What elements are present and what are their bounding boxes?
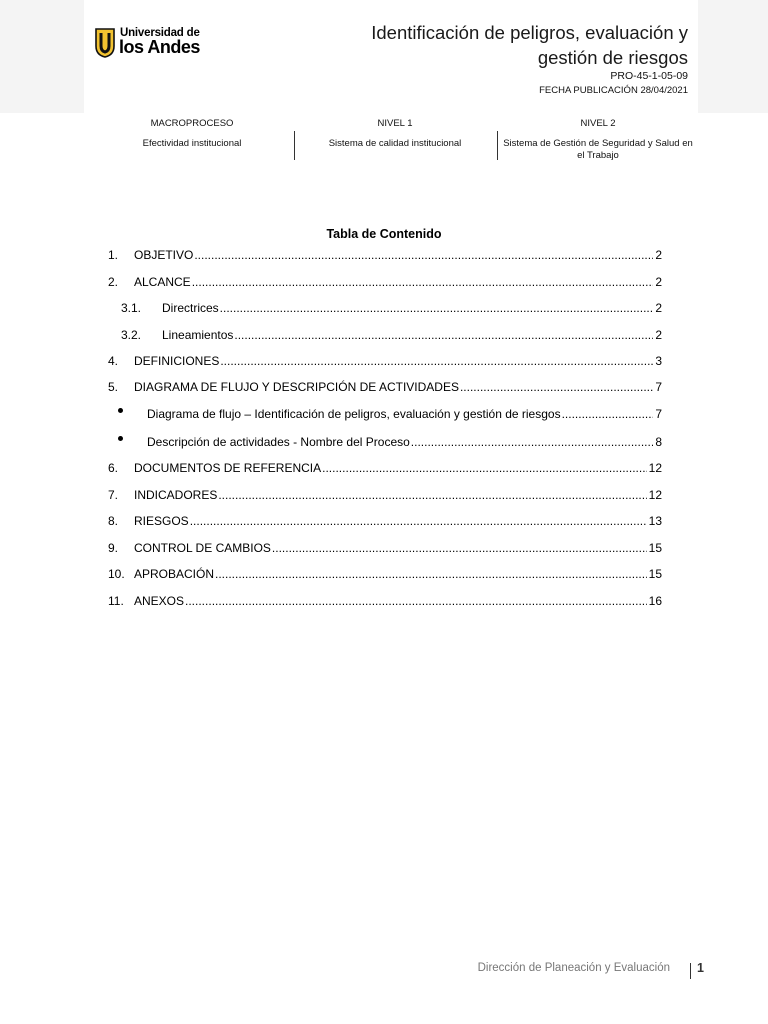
toc-entry-title: DEFINICIONES [134,354,220,368]
footer-page-number: 1 [697,961,704,975]
document-code: PRO-45-1-05-09 [610,70,688,82]
toc-entry-number: 6. [108,461,119,475]
footer-divider [690,963,691,979]
toc-leader-dots [322,460,647,476]
toc-entry-title: APROBACIÓN [134,567,215,581]
toc-entry-number: 10. [108,567,125,581]
toc-entry-number: 3.2. [121,328,142,342]
document-title-line-2: gestión de riesgos [537,47,688,68]
toc-title: Tabla de Contenido [326,227,442,241]
toc-bullet [118,406,147,422]
toc-entry-page: 13 [648,514,662,528]
toc-leader-dots [562,406,654,422]
toc-entry-number: 1. [108,248,119,262]
toc-entry[interactable] [108,538,662,556]
toc-entry[interactable] [108,564,662,582]
toc-leader-dots [234,327,653,343]
toc-entry[interactable] [108,458,662,476]
process-divider [294,131,295,160]
toc-entry[interactable] [108,377,662,395]
document-title-line-1: Identificación de peligros, evaluación y [371,22,688,43]
toc-leader-dots [192,274,654,290]
toc-entry-number: 4. [108,354,119,368]
toc-entry-title: Descripción de actividades - Nombre del Proceso [147,435,410,449]
process-value: Sistema de calidad institucional [328,138,462,149]
process-heading: NIVEL 1 [377,118,413,129]
toc-entry-title: CONTROL DE CAMBIOS [134,541,271,555]
publication-date: FECHA PUBLICACIÓN 28/04/2021 [539,85,688,96]
toc-entry[interactable] [121,298,662,316]
process-divider [497,131,498,160]
process-heading: NIVEL 2 [580,118,616,129]
toc-leader-dots [190,513,647,529]
toc-entry-page: 3 [655,354,662,368]
footer-department: Dirección de Planeación y Evaluación [477,962,670,974]
toc-entry-title: DIAGRAMA DE FLUJO Y DESCRIPCIÓN DE ACTIVIDADES [134,380,459,394]
toc-entry-number: 8. [108,514,119,528]
toc-entry-number: 7. [108,488,119,502]
toc-entry-number: 9. [108,541,119,555]
toc-entry-title: INDICADORES [134,488,218,502]
toc-entry-page: 12 [648,488,662,502]
toc-entry-title: RIESGOS [134,514,189,528]
toc-entry-page: 7 [655,407,662,421]
toc-entry-number: 2. [108,275,119,289]
logo-line-1: Universidad de [120,27,200,39]
toc-bullet [118,434,147,450]
logo-line-2: los Andes [119,37,200,57]
bullet-icon [118,436,123,441]
toc-entry[interactable] [118,404,662,422]
process-heading: MACROPROCESO [150,118,234,129]
toc-entry-title: ANEXOS [134,594,185,608]
toc-entry-page: 16 [648,594,662,608]
toc-entry-title: Lineamientos [162,328,234,342]
toc-entry-page: 15 [648,541,662,555]
toc-entry[interactable] [121,325,662,343]
toc-entry[interactable] [108,511,662,529]
toc-leader-dots [411,434,654,450]
toc-entry[interactable] [108,351,662,369]
toc-entry-page: 7 [655,380,662,394]
toc-leader-dots [185,593,647,609]
toc-entry-number: 11. [108,594,124,608]
university-logo [95,26,205,60]
toc-leader-dots [194,247,653,263]
toc-entry[interactable] [108,591,662,609]
process-column-macroproceso [112,118,272,150]
toc-entry-page: 2 [655,248,662,262]
toc-entry-page: 2 [655,328,662,342]
toc-entry[interactable] [108,272,662,290]
toc-leader-dots [220,353,653,369]
toc-entry[interactable] [108,245,662,263]
toc-entry-number: 5. [108,380,119,394]
process-value: Efectividad institucional [142,138,242,149]
toc-entry-number: 3.1. [121,301,142,315]
process-value: Sistema de Gestión de Seguridad y Salud en el Trabajo [503,138,693,161]
toc-entry-page: 15 [648,567,662,581]
toc-entry-title: OBJETIVO [134,248,194,262]
toc-entry-title: Directrices [162,301,219,315]
toc-leader-dots [460,379,653,395]
shield-icon [95,28,115,58]
toc-entry-title: DOCUMENTOS DE REFERENCIA [134,461,322,475]
process-column-nivel-2 [500,118,696,162]
document-title [328,20,688,70]
toc-entry-page: 2 [655,301,662,315]
bullet-icon [118,408,123,413]
toc-entry-page: 8 [655,435,662,449]
toc-entry[interactable] [108,485,662,503]
toc-leader-dots [272,540,647,556]
toc-entry-title: ALCANCE [134,275,191,289]
toc-entry[interactable] [118,432,662,450]
toc-leader-dots [218,487,646,503]
toc-entry-page: 2 [655,275,662,289]
toc-leader-dots [220,300,654,316]
process-column-nivel-1 [305,118,485,150]
toc-entry-title: Diagrama de flujo – Identificación de peligros, evaluación y gestión de riesgos [147,407,561,421]
toc-leader-dots [215,566,647,582]
toc-entry-page: 12 [648,461,662,475]
